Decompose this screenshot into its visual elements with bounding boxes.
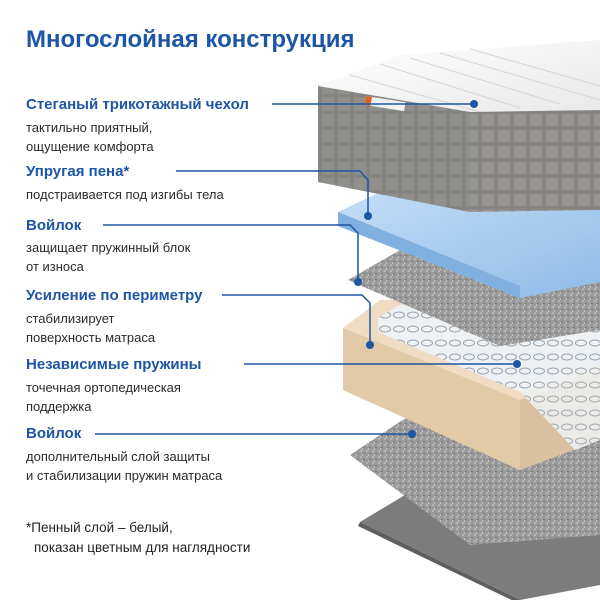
- layer-heading-foam: Упругая пена*: [26, 163, 130, 180]
- layer-heading-felt-top: Войлок: [26, 217, 82, 234]
- callout-dot-felt-bottom: [408, 430, 416, 438]
- layer-heading-springs: Независимые пружины: [26, 356, 202, 373]
- callout-dot-perimeter: [366, 341, 374, 349]
- callout-dot-felt-top: [354, 278, 362, 286]
- layer-heading-felt-bottom: Войлок: [26, 425, 82, 442]
- layer-description-felt-bottom: дополнительный слой защиты и стабилизации пружин матраса: [26, 449, 223, 483]
- footnote: *Пенный слой – белый, показан цветным для наглядности: [26, 520, 251, 555]
- layer-description-perimeter: стабилизирует поверхность матраса: [26, 311, 156, 345]
- layer-heading-cover: Стеганый трикотажный чехол: [26, 96, 249, 113]
- layer-description-cover: тактильно приятный, ощущение комфорта: [26, 120, 154, 154]
- layer-heading-perimeter: Усиление по периметру: [26, 287, 203, 304]
- page-title: Многослойная конструкция: [26, 26, 355, 53]
- callout-dot-cover: [470, 100, 478, 108]
- layer-description-foam: подстраивается под изгибы тела: [26, 187, 224, 202]
- callout-dot-springs: [513, 360, 521, 368]
- layer-description-felt-top: защищает пружинный блок от износа: [26, 240, 191, 274]
- layer-description-springs: точечная ортопедическая поддержка: [26, 380, 181, 414]
- callout-dot-foam: [364, 212, 372, 220]
